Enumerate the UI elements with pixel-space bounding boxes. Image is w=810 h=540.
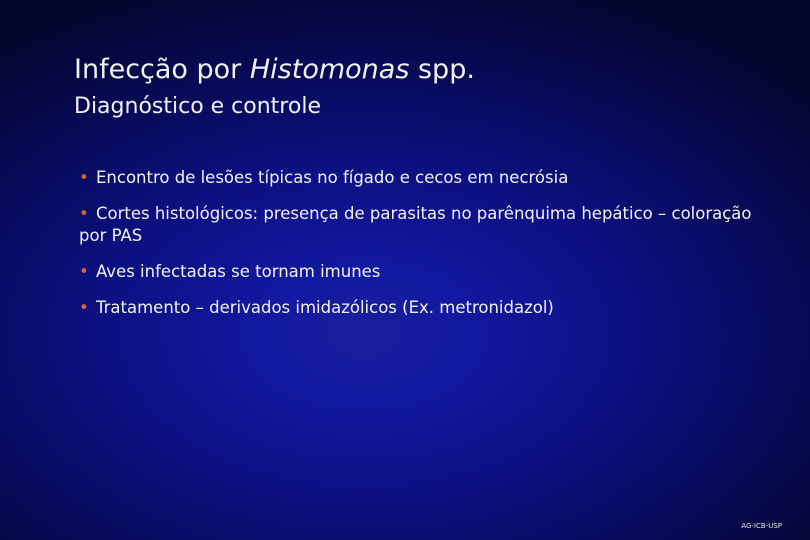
bullet-icon: •: [79, 204, 89, 223]
bullet-text: Tratamento – derivados imidazólicos (Ex. metronidazol): [95, 298, 554, 317]
bullet-text: Aves infectadas se tornam imunes: [95, 262, 381, 281]
slide-title: [74, 53, 475, 87]
bullet-item: [79, 297, 779, 319]
bullet-icon: •: [79, 168, 89, 187]
title-prefix: Infecção por: [74, 54, 250, 85]
slide-subtitle: Diagnóstico e controle: [74, 94, 321, 119]
bullet-list: [79, 167, 779, 319]
bullet-icon: •: [79, 298, 89, 317]
bullet-text: Encontro de lesões típicas no fígado e cecos em necrósia: [95, 168, 569, 187]
title-italic-genus: Histomonas: [249, 54, 410, 85]
title-suffix: spp.: [409, 54, 475, 85]
bullet-icon: •: [79, 262, 89, 281]
bullet-item: [79, 167, 779, 189]
footer-credit: AG-ICB-USP: [741, 522, 782, 530]
bullet-item: [79, 261, 779, 283]
bullet-item: [79, 203, 779, 247]
bullet-text: Cortes histológicos: presença de parasitas no parênquima hepático – coloração por PAS: [79, 204, 752, 245]
